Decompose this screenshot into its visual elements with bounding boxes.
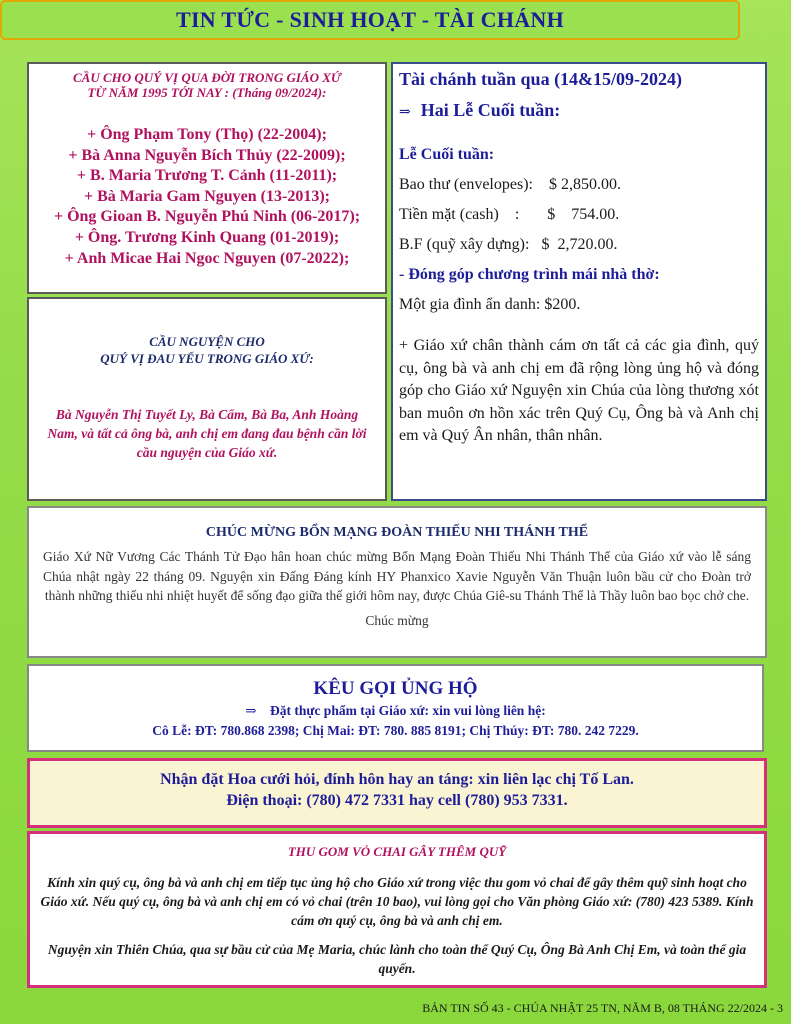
roof-label: - Đóng góp chương trình mái nhà thờ: bbox=[399, 266, 660, 283]
finance-title: Tài chánh tuần qua (14&15/09-2024) bbox=[399, 69, 683, 89]
celebration-box bbox=[27, 506, 767, 658]
flowers-line2: Điện thoại: (780) 472 7331 hay cell (780) 953 7331. bbox=[226, 792, 568, 809]
celebration-title: CHÚC MỪNG BỔN MẠNG ĐOÀN THIẾU NHI THÁNH THỂ bbox=[205, 525, 589, 540]
appeal-title: KÊU GỌI ỦNG HỘ bbox=[313, 678, 478, 699]
bottle-collection-box bbox=[27, 831, 767, 988]
flower-order-box bbox=[27, 758, 767, 828]
appeal-contacts: Cô Lễ: ĐT: 780.868 2398; Chị Mai: ĐT: 780. 885 8191; Chị Thúy: ĐT: 780. 242 7229. bbox=[152, 723, 639, 738]
celebration-body: Giáo Xứ Nữ Vương Các Thánh Tử Đạo hân hoan chúc mừng Bổn Mạng Đoàn Thiếu Nhi Thánh Thể của Giáo xứ vào lễ sáng Chúa nhật ngày 22 tháng 09. Nguyện xin Đấng Đáng kính HY Phanxico Xavie Nguyễn Văn Thuận luôn bầu cử cho Đoàn trở thành những thiếu nhi nhiệt huyết để sống đạo giữa thế giới hôm nay, được Chúa Giê-su Thánh Thể là Thầy luôn bao bọc chở che. bbox=[43, 549, 751, 603]
sick-title-line1: CẦU NGUYỆN CHO bbox=[149, 334, 265, 349]
support-appeal-box bbox=[27, 664, 764, 752]
finance-box bbox=[391, 62, 767, 501]
envelopes-amount: Bao thư (envelopes): $ 2,850.00. bbox=[399, 176, 621, 193]
sick-names: Bà Nguyễn Thị Tuyết Ly, Bà Cẩm, Bà Ba, Anh Hoàng Nam, và tất cả ông bà, anh chị em đang đau bệnh cần lời cầu nguyện của Giáo xứ. bbox=[47, 407, 367, 460]
building-fund-amount: B.F (quỹ xây dựng): $ 2,720.00. bbox=[399, 236, 618, 253]
deceased-name: + B. Maria Trương T. Cảnh (11-2011); bbox=[76, 167, 338, 185]
deceased-name: + Ông. Trương Kinh Quang (01-2019); bbox=[74, 228, 340, 246]
deceased-name: + Bà Anna Nguyễn Bích Thủy (22-2009); bbox=[68, 146, 346, 164]
page-title: TIN TỨC - SINH HOẠT - TÀI CHÁNH bbox=[175, 7, 565, 32]
anonymous-donation: Một gia đình ẩn danh: $200. bbox=[399, 296, 581, 313]
celebration-closing: Chúc mừng bbox=[365, 612, 429, 628]
deceased-title-line1: CẦU CHO QUÝ VỊ QUA ĐỜI TRONG GIÁO XỨ bbox=[73, 70, 341, 85]
flowers-line1: Nhận đặt Hoa cưới hỏi, đính hôn hay an táng: xin liên lạc chị Tố Lan. bbox=[160, 771, 634, 788]
arrow-icon: ⇒ bbox=[399, 105, 411, 120]
deceased-prayer-box bbox=[27, 62, 387, 294]
deceased-title-line2: TỪ NĂM 1995 TỚI NAY : (Tháng 09/2024): bbox=[87, 85, 327, 100]
deceased-name: + Ông Phạm Tony (Thọ) (22-2004); bbox=[87, 126, 327, 143]
arrow-icon: ⇒ bbox=[245, 703, 257, 718]
deceased-name: + Bà Maria Gam Nguyen (13-2013); bbox=[84, 187, 330, 205]
weekend-label: Lễ Cuối tuần: bbox=[399, 146, 495, 163]
deceased-name: + Anh Micae Hai Ngoc Nguyen (07-2022); bbox=[64, 249, 350, 267]
thanks-text: + Giáo xứ chân thành cám ơn tất cả các gia đình, quý cụ, ông bà và anh chị em đã rộng lòng ủng hộ và đóng góp cho Giáo xứ Nguyện xin Chúa của lòng thương xót ban muôn ơn hồn xác trên Quý Cụ, Ông bà và Anh chị em và Quý Ân nhân, thân nhân. bbox=[399, 337, 759, 444]
header-banner bbox=[0, 0, 740, 40]
appeal-line1: Đặt thực phẩm tại Giáo xứ: xin vui lòng liên hệ: bbox=[269, 703, 546, 718]
sick-prayer-box bbox=[27, 297, 387, 501]
page-footer: BẢN TIN SỐ 43 - CHÚA NHẬT 25 TN, NĂM B, 08 THÁNG 22/2024 - 3 bbox=[422, 1001, 783, 1015]
bottles-title: THU GOM VỎ CHAI GÂY THÊM QUỸ bbox=[287, 844, 507, 859]
finance-subtitle: Hai Lễ Cuối tuần: bbox=[420, 100, 561, 120]
deceased-name: + Ông Gioan B. Nguyễn Phú Ninh (06-2017); bbox=[53, 208, 361, 226]
bottles-blessing: Nguyện xin Thiên Chúa, qua sự bầu cử của Mẹ Maria, chúc lành cho toàn thể Quý Cụ, Ông Bà Anh Chị Em, và toàn thể gia quyến. bbox=[47, 942, 747, 976]
sick-title-line2: QUÝ VỊ ĐAU YẾU TRONG GIÁO XỨ: bbox=[100, 351, 314, 366]
cash-amount: Tiền mặt (cash) : $ 754.00. bbox=[399, 206, 620, 223]
bottles-body: Kính xin quý cụ, ông bà và anh chị em tiếp tục ủng hộ cho Giáo xứ trong việc thu gom vỏ chai để gây thêm quỹ sinh hoạt cho Giáo xứ. Nếu quý cụ, ông bà và anh chị em có vỏ chai (trên 10 bao), vui lòng gọi cho Văn phòng Giáo xứ: (780) 423 5389. Kính cám ơn quý cụ, ông bà và anh chị em. bbox=[40, 875, 754, 928]
